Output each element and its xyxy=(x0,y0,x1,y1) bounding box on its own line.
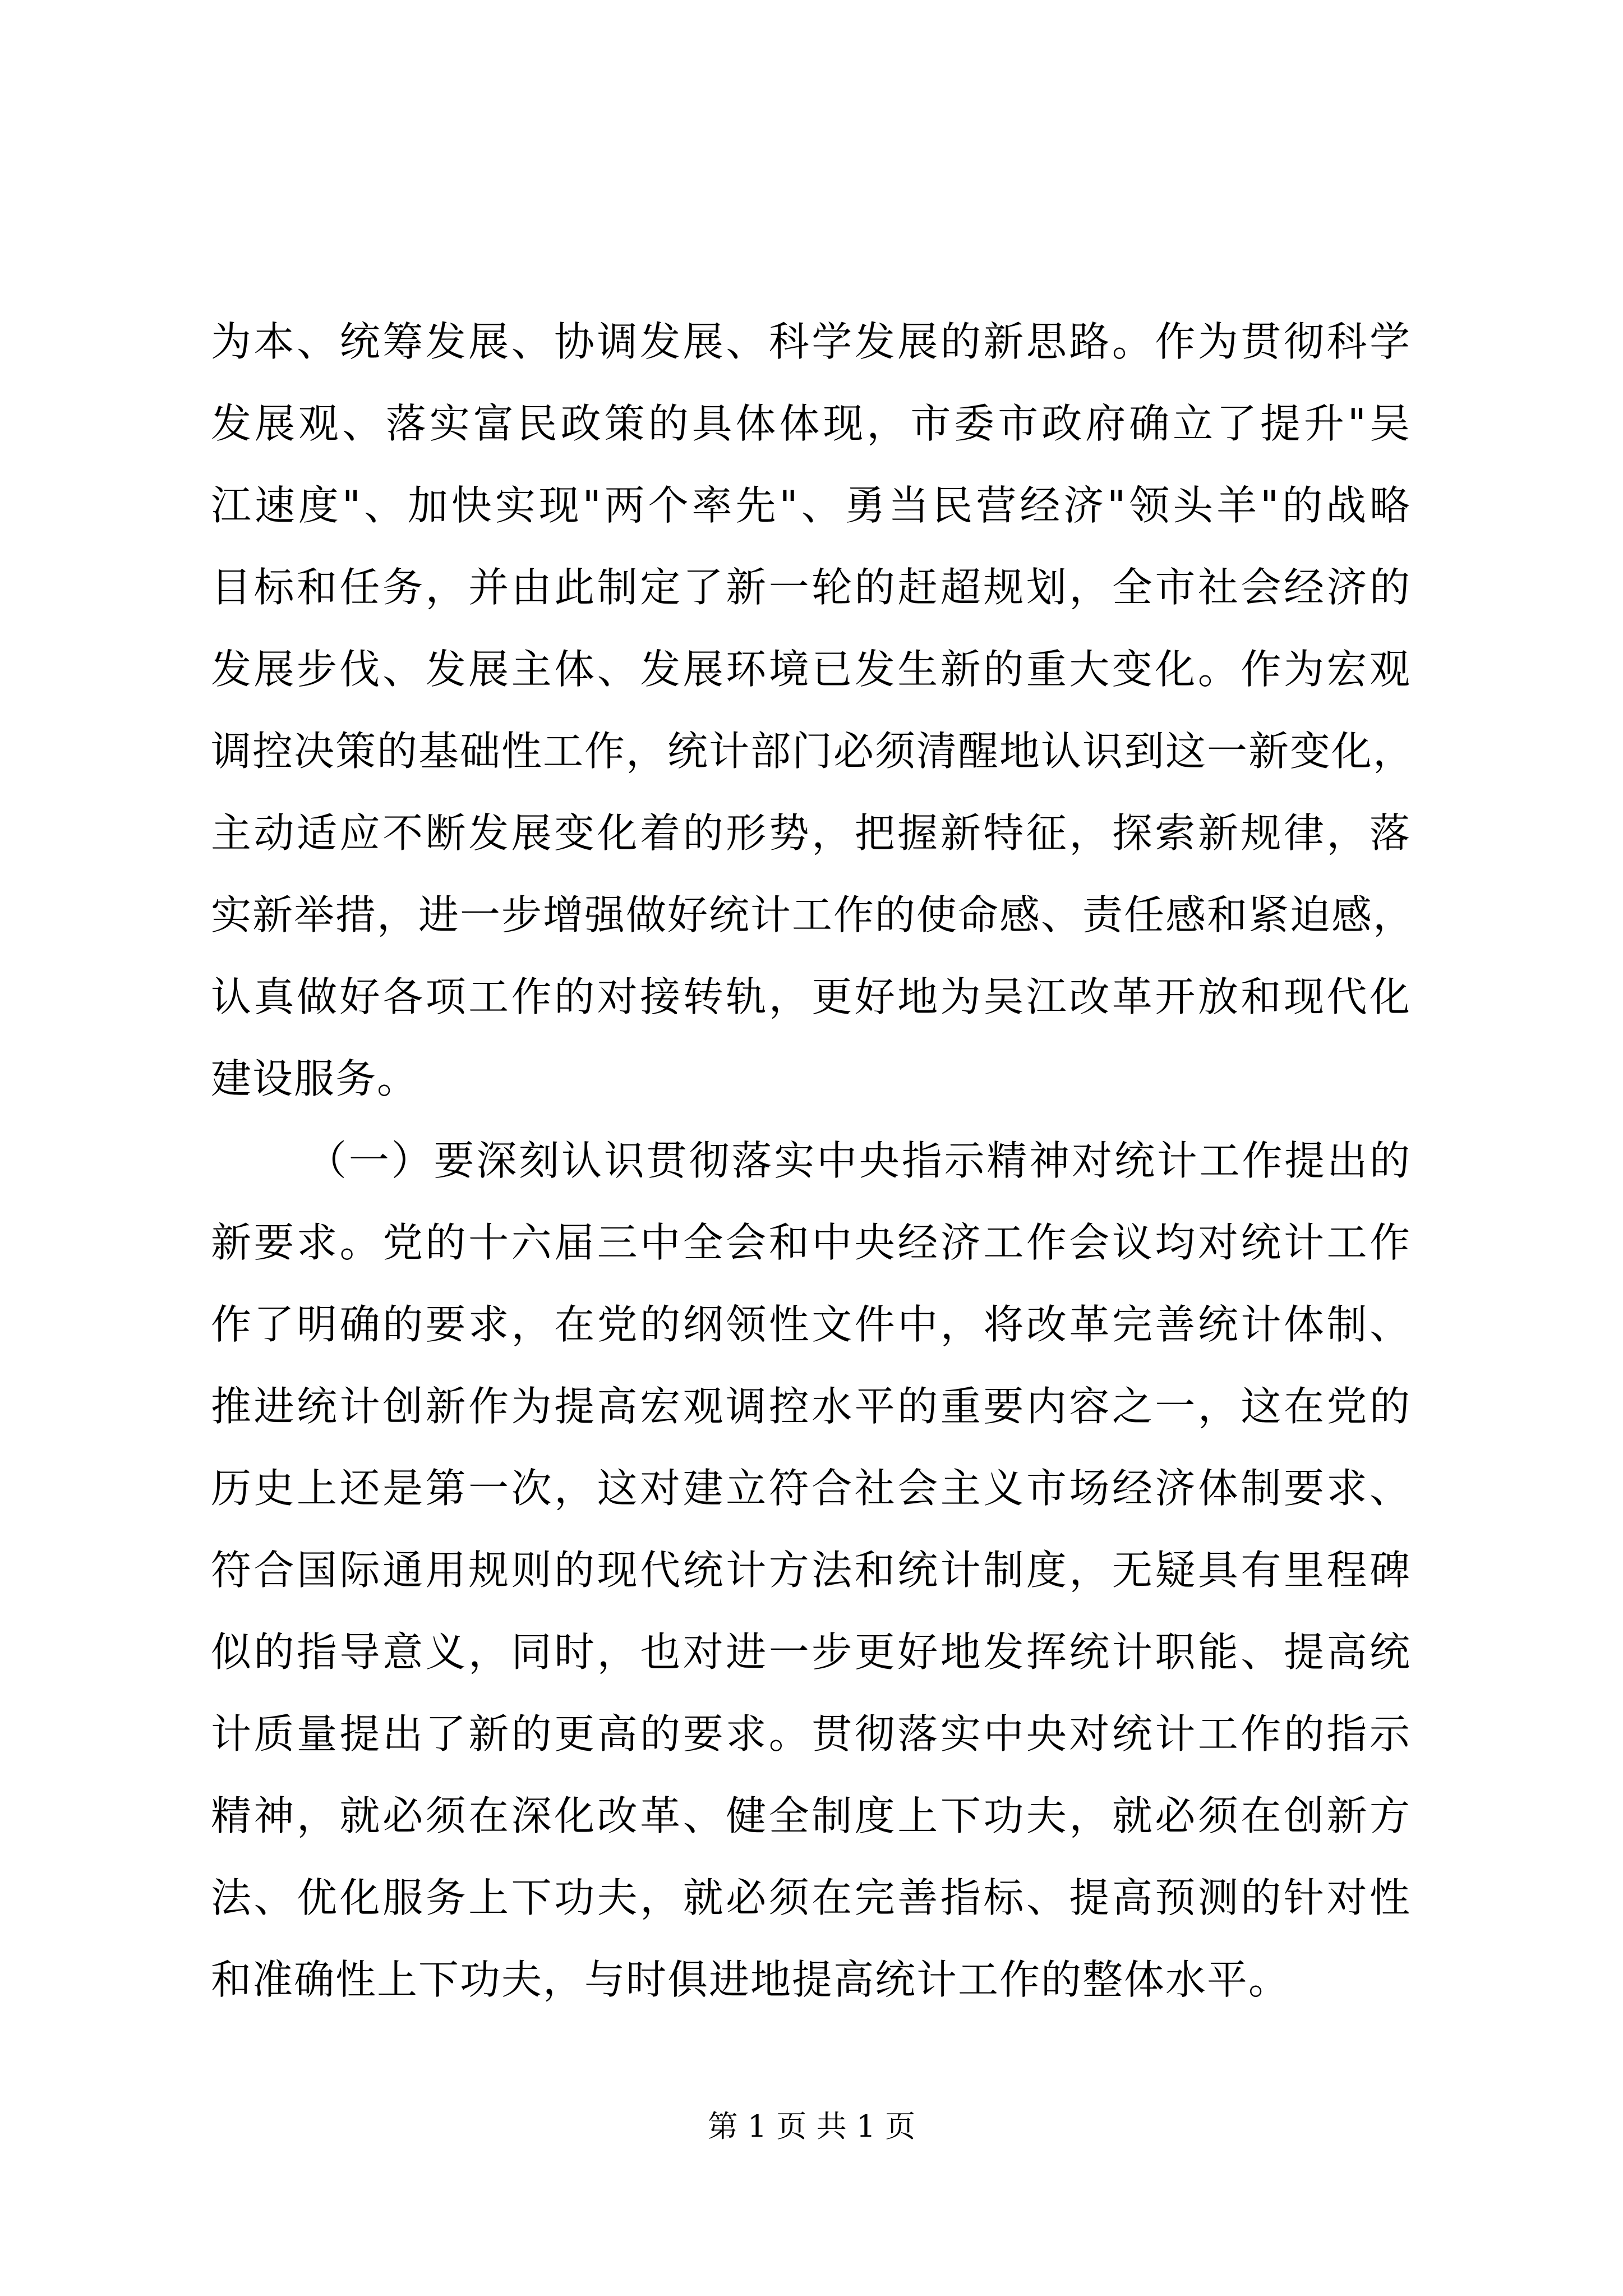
page-number-footer: 第 1 页 共 1 页 xyxy=(707,2109,916,2144)
text-line: 历史上还是第一次，这对建立符合社会主义市场经济体制要求、 xyxy=(211,1465,1411,1512)
text-line: 认真做好各项工作的对接转轨，更好地为吴江改革开放和现代化 xyxy=(211,973,1411,1020)
text-line: 法、优化服务上下功夫，就必须在完善指标、提高预测的针对性 xyxy=(211,1874,1411,1921)
text-line: （一）要深刻认识贯彻落实中央指示精神对统计工作提出的 xyxy=(306,1137,1411,1184)
document-body xyxy=(211,301,1415,2021)
paragraph-2 xyxy=(211,1120,1411,2021)
text-line: 推进统计创新作为提高宏观调控水平的重要内容之一，这在党的 xyxy=(211,1383,1411,1430)
text-line: 符合国际通用规则的现代统计方法和统计制度，无疑具有里程碑 xyxy=(211,1547,1411,1594)
text-line: 和准确性上下功夫，与时俱进地提高统计工作的整体水平。 xyxy=(211,1956,1290,2003)
text-line: 计质量提出了新的更高的要求。贯彻落实中央对统计工作的指示 xyxy=(211,1710,1411,1757)
text-line: 实新举措，进一步增强做好统计工作的使命感、责任感和紧迫感， xyxy=(211,891,1415,938)
text-line: 精神，就必须在深化改革、健全制度上下功夫，就必须在创新方 xyxy=(211,1792,1411,1839)
text-line: 目标和任务，并由此制定了新一轮的赶超规划，全市社会经济的 xyxy=(211,564,1411,611)
text-line: 作了明确的要求，在党的纲领性文件中，将改革完善统计体制、 xyxy=(211,1301,1411,1348)
text-line: 主动适应不断发展变化着的形势，把握新特征，探索新规律，落 xyxy=(211,809,1411,857)
text-line: 建设服务。 xyxy=(211,1055,419,1102)
text-line: 江速度"、加快实现"两个率先"、勇当民营经济"领头羊"的战略 xyxy=(211,482,1411,529)
text-line: 似的指导意义，同时，也对进一步更好地发挥统计职能、提高统 xyxy=(211,1628,1411,1676)
paragraph-1 xyxy=(211,301,1415,1120)
text-line: 发展观、落实富民政策的具体体现，市委市政府确立了提升"吴 xyxy=(211,400,1411,447)
text-line: 调控决策的基础性工作，统计部门必须清醒地认识到这一新变化， xyxy=(211,728,1415,775)
text-line: 新要求。党的十六届三中全会和中央经济工作会议均对统计工作 xyxy=(211,1219,1411,1266)
text-line: 发展步伐、发展主体、发展环境已发生新的重大变化。作为宏观 xyxy=(211,646,1411,693)
text-line: 为本、统筹发展、协调发展、科学发展的新思路。作为贯彻科学 xyxy=(211,318,1411,365)
